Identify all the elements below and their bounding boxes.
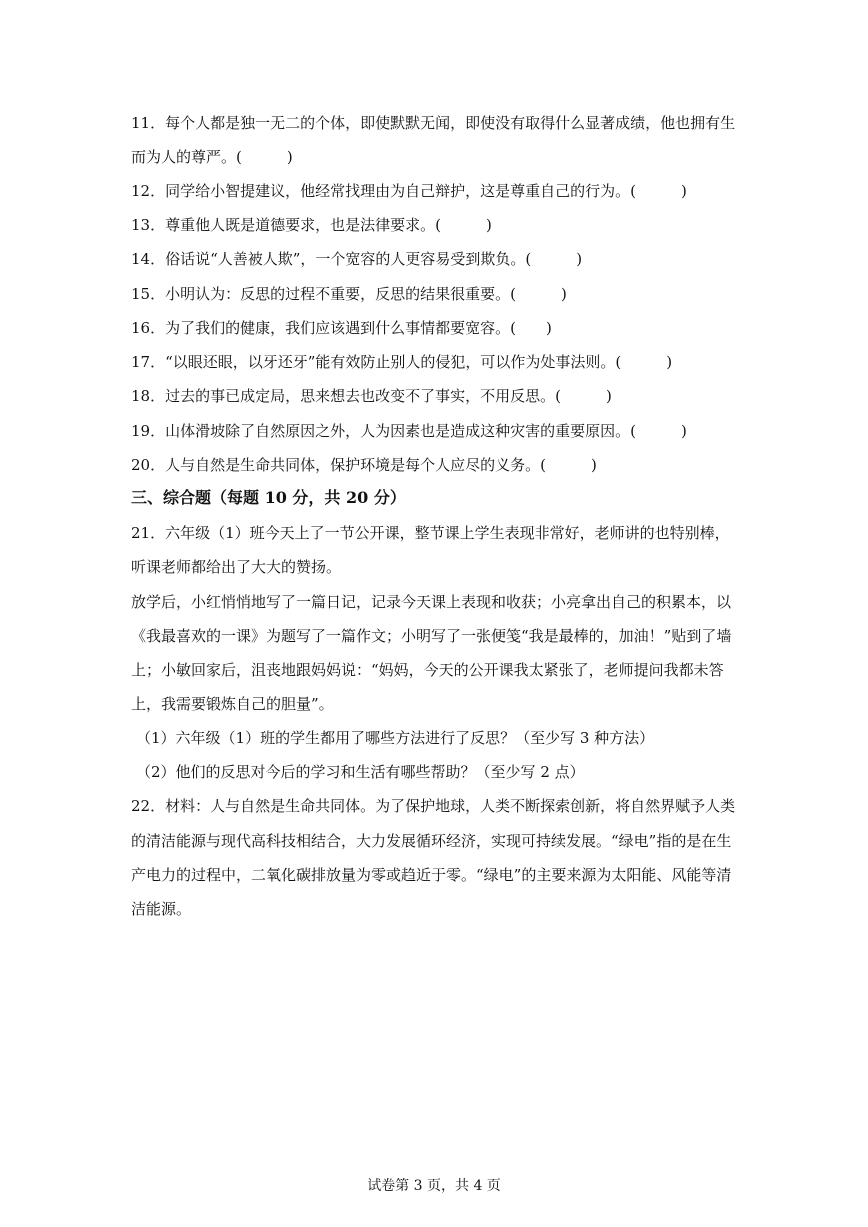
question-12: 12．同学给小智提建议，他经常找理由为自己辩护，这是尊重自己的行为。( ) [131,182,687,200]
question-17: 17．“以眼还眼，以牙还牙”能有效防止别人的侵犯，可以作为处事法则。( ) [131,353,673,371]
question-21-sub-2: （2）他们的反思对今后的学习和生活有哪些帮助？（至少写 2 点） [136,763,585,781]
question-22-line-2: 的清洁能源与现代高科技相结合，大力发展循环经济，实现可持续发展。“绿电”指的是在生 [131,832,732,850]
question-22-line-1: 22．材料：人与自然是生命共同体。为了保护地球，人类不断探索创新，将自然界赋予人类 [131,797,736,815]
question-22-line-3: 产电力的过程中，二氧化碳排放量为零或趋近于零。“绿电”的主要来源为太阳能、风能等清 [131,866,732,884]
question-13: 13．尊重他人既是道德要求，也是法律要求。( ) [131,216,492,234]
question-20: 20．人与自然是生命共同体，保护环境是每个人应尽的义务。( ) [131,456,597,474]
question-21-line-1: 21．六年级（1）班今天上了一节公开课，整节课上学生表现非常好，老师讲的也特别棒， [131,524,730,542]
question-21-sub-1: （1）六年级（1）班的学生都用了哪些方法进行了反思？（至少写 3 种方法） [136,729,655,747]
question-11-line-2: 而为人的尊严。( ) [131,148,293,166]
question-21-line-2: 听课老师都给出了大大的赞扬。 [131,558,342,576]
page-footer: 试卷第 3 页，共 4 页 [367,1178,501,1194]
question-15: 15．小明认为：反思的过程不重要，反思的结果很重要。( ) [131,285,567,303]
question-11-line-1: 11．每个人都是独一无二的个体，即使默默无闻，即使没有取得什么显著成绩，他也拥有生 [131,114,736,132]
question-16: 16．为了我们的健康，我们应该遇到什么事情都要宽容。( ) [131,319,552,337]
question-18: 18．过去的事已成定局，思来想去也改变不了事实，不用反思。( ) [131,387,612,405]
question-21-material-line-2: 《我最喜欢的一课》为题写了一篇作文；小明写了一张便笺“我是最棒的，加油！”贴到了墙 [131,627,732,645]
question-21-material-line-4: 上，我需要锻炼自己的胆量”。 [131,695,334,713]
section-heading: 三、综合题（每题 10 分，共 20 分） [131,488,406,507]
question-14: 14．俗话说“人善被人欺”，一个宽容的人更容易受到欺负。( ) [131,250,583,268]
question-22-line-4: 洁能源。 [131,900,192,918]
question-19: 19．山体滑坡除了自然原因之外，人为因素也是造成这种灾害的重要原因。( ) [131,422,687,440]
question-21-material-line-3: 上；小敏回家后，沮丧地跟妈妈说：“妈妈，今天的公开课我太紧张了，老师提问我都未答 [131,661,724,679]
question-21-material-line-1: 放学后，小红悄悄地写了一篇日记，记录今天课上表现和收获；小亮拿出自己的积累本，以 [131,593,732,611]
